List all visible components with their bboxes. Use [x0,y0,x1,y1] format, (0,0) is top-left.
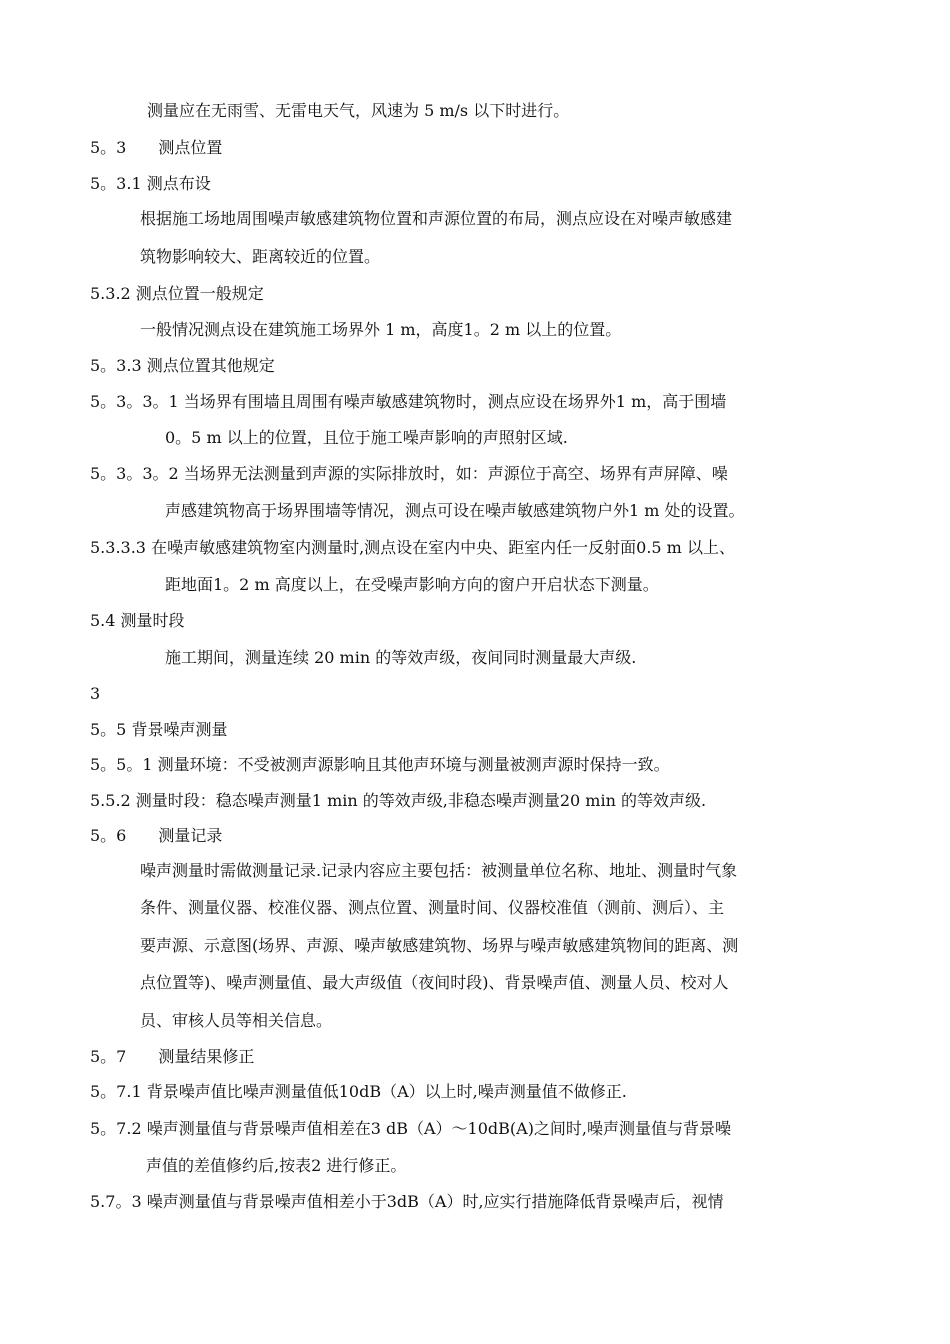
text-line: 5.3.3.3 在噪声敏感建筑物室内测量时,测点设在室内中央、距室内任一反射面0.5 m 以上、 [90,538,735,557]
text-line: 5.5.2 测量时段：稳态噪声测量1 min 的等效声级,非稳态噪声测量20 min 的等效声级. [90,791,707,810]
text-line: 距地面1。2 m 高度以上，在受噪声影响方向的窗户开启状态下测量。 [165,575,659,594]
text-line: 噪声测量时需做测量记录.记录内容应主要包括：被测量单位名称、地址、测量时气象 [140,861,738,880]
text-line: 5。5。1 测量环境：不受被测声源影响且其他声环境与测量被测声源时保持一致。 [90,755,670,774]
text-line: 筑物影响较大、距离较近的位置。 [140,247,381,266]
text-line: 条件、测量仪器、校准仪器、测点位置、测量时间、仪器校准值（测前、测后）、主 [140,898,725,917]
text-line: 声感建筑物高于场界围墙等情况，测点可设在噪声敏感建筑物户外1 m 处的设置。 [165,501,745,520]
text-line: 施工期间，测量连续 20 min 的等效声级，夜间同时测量最大声级. [165,648,637,667]
text-line: 声值的差值修约后,按表2 进行修正。 [146,1156,407,1175]
section-heading: 5。7 测量结果修正 [90,1047,255,1066]
page-number: 3 [90,684,101,703]
text-line: 5。3。3。1 当场界有围墙且周围有噪声敏感建筑物时，测点应设在场界外1 m，高于围墙 [90,392,727,411]
text-line: 5。3。3。2 当场界无法测量到声源的实际排放时，如：声源位于高空、场界有声屏障、噪 [90,464,728,483]
text-line: 根据施工场地周围噪声敏感建筑物位置和声源位置的布局，测点应设在对噪声敏感建 [140,209,733,228]
section-heading: 5。5 背景噪声测量 [90,720,228,739]
text-line: 5。7.2 噪声测量值与背景噪声值相差在3 dB（A）～10dB(A)之间时,噪声测量值与背景噪 [90,1119,732,1138]
text-line: 0。5 m 以上的位置，且位于施工噪声影响的声照射区域. [165,428,568,447]
text-line: 一般情况测点设在建筑施工场界外 1 m，高度1。2 m 以上的位置。 [140,320,622,339]
section-heading: 5.3.2 测点位置一般规定 [90,284,264,303]
text-line: 要声源、示意图(场界、声源、噪声敏感建筑物、场界与噪声敏感建筑物间的距离、测 [140,936,739,955]
section-heading: 5。3.3 测点位置其他规定 [90,356,275,375]
section-heading: 5.4 测量时段 [90,611,185,630]
text-line: 测量应在无雨雪、无雷电天气，风速为 5 m/s 以下时进行。 [147,101,570,120]
text-line: 5。7.1 背景噪声值比噪声测量值低10dB（A）以上时,噪声测量值不做修正. [90,1082,627,1101]
text-line: 5.7。3 噪声测量值与背景噪声值相差小于3dB（A）时,应实行措施降低背景噪声后，视情 [90,1192,724,1211]
section-heading: 5。6 测量记录 [90,826,223,845]
section-heading: 5。3 测点位置 [90,138,223,157]
text-line: 点位置等)、噪声测量值、最大声级值（夜间时段)、背景噪声值、测量人员、校对人 [140,973,729,992]
text-line: 员、审核人员等相关信息。 [140,1011,333,1030]
section-heading: 5。3.1 测点布设 [90,174,211,193]
